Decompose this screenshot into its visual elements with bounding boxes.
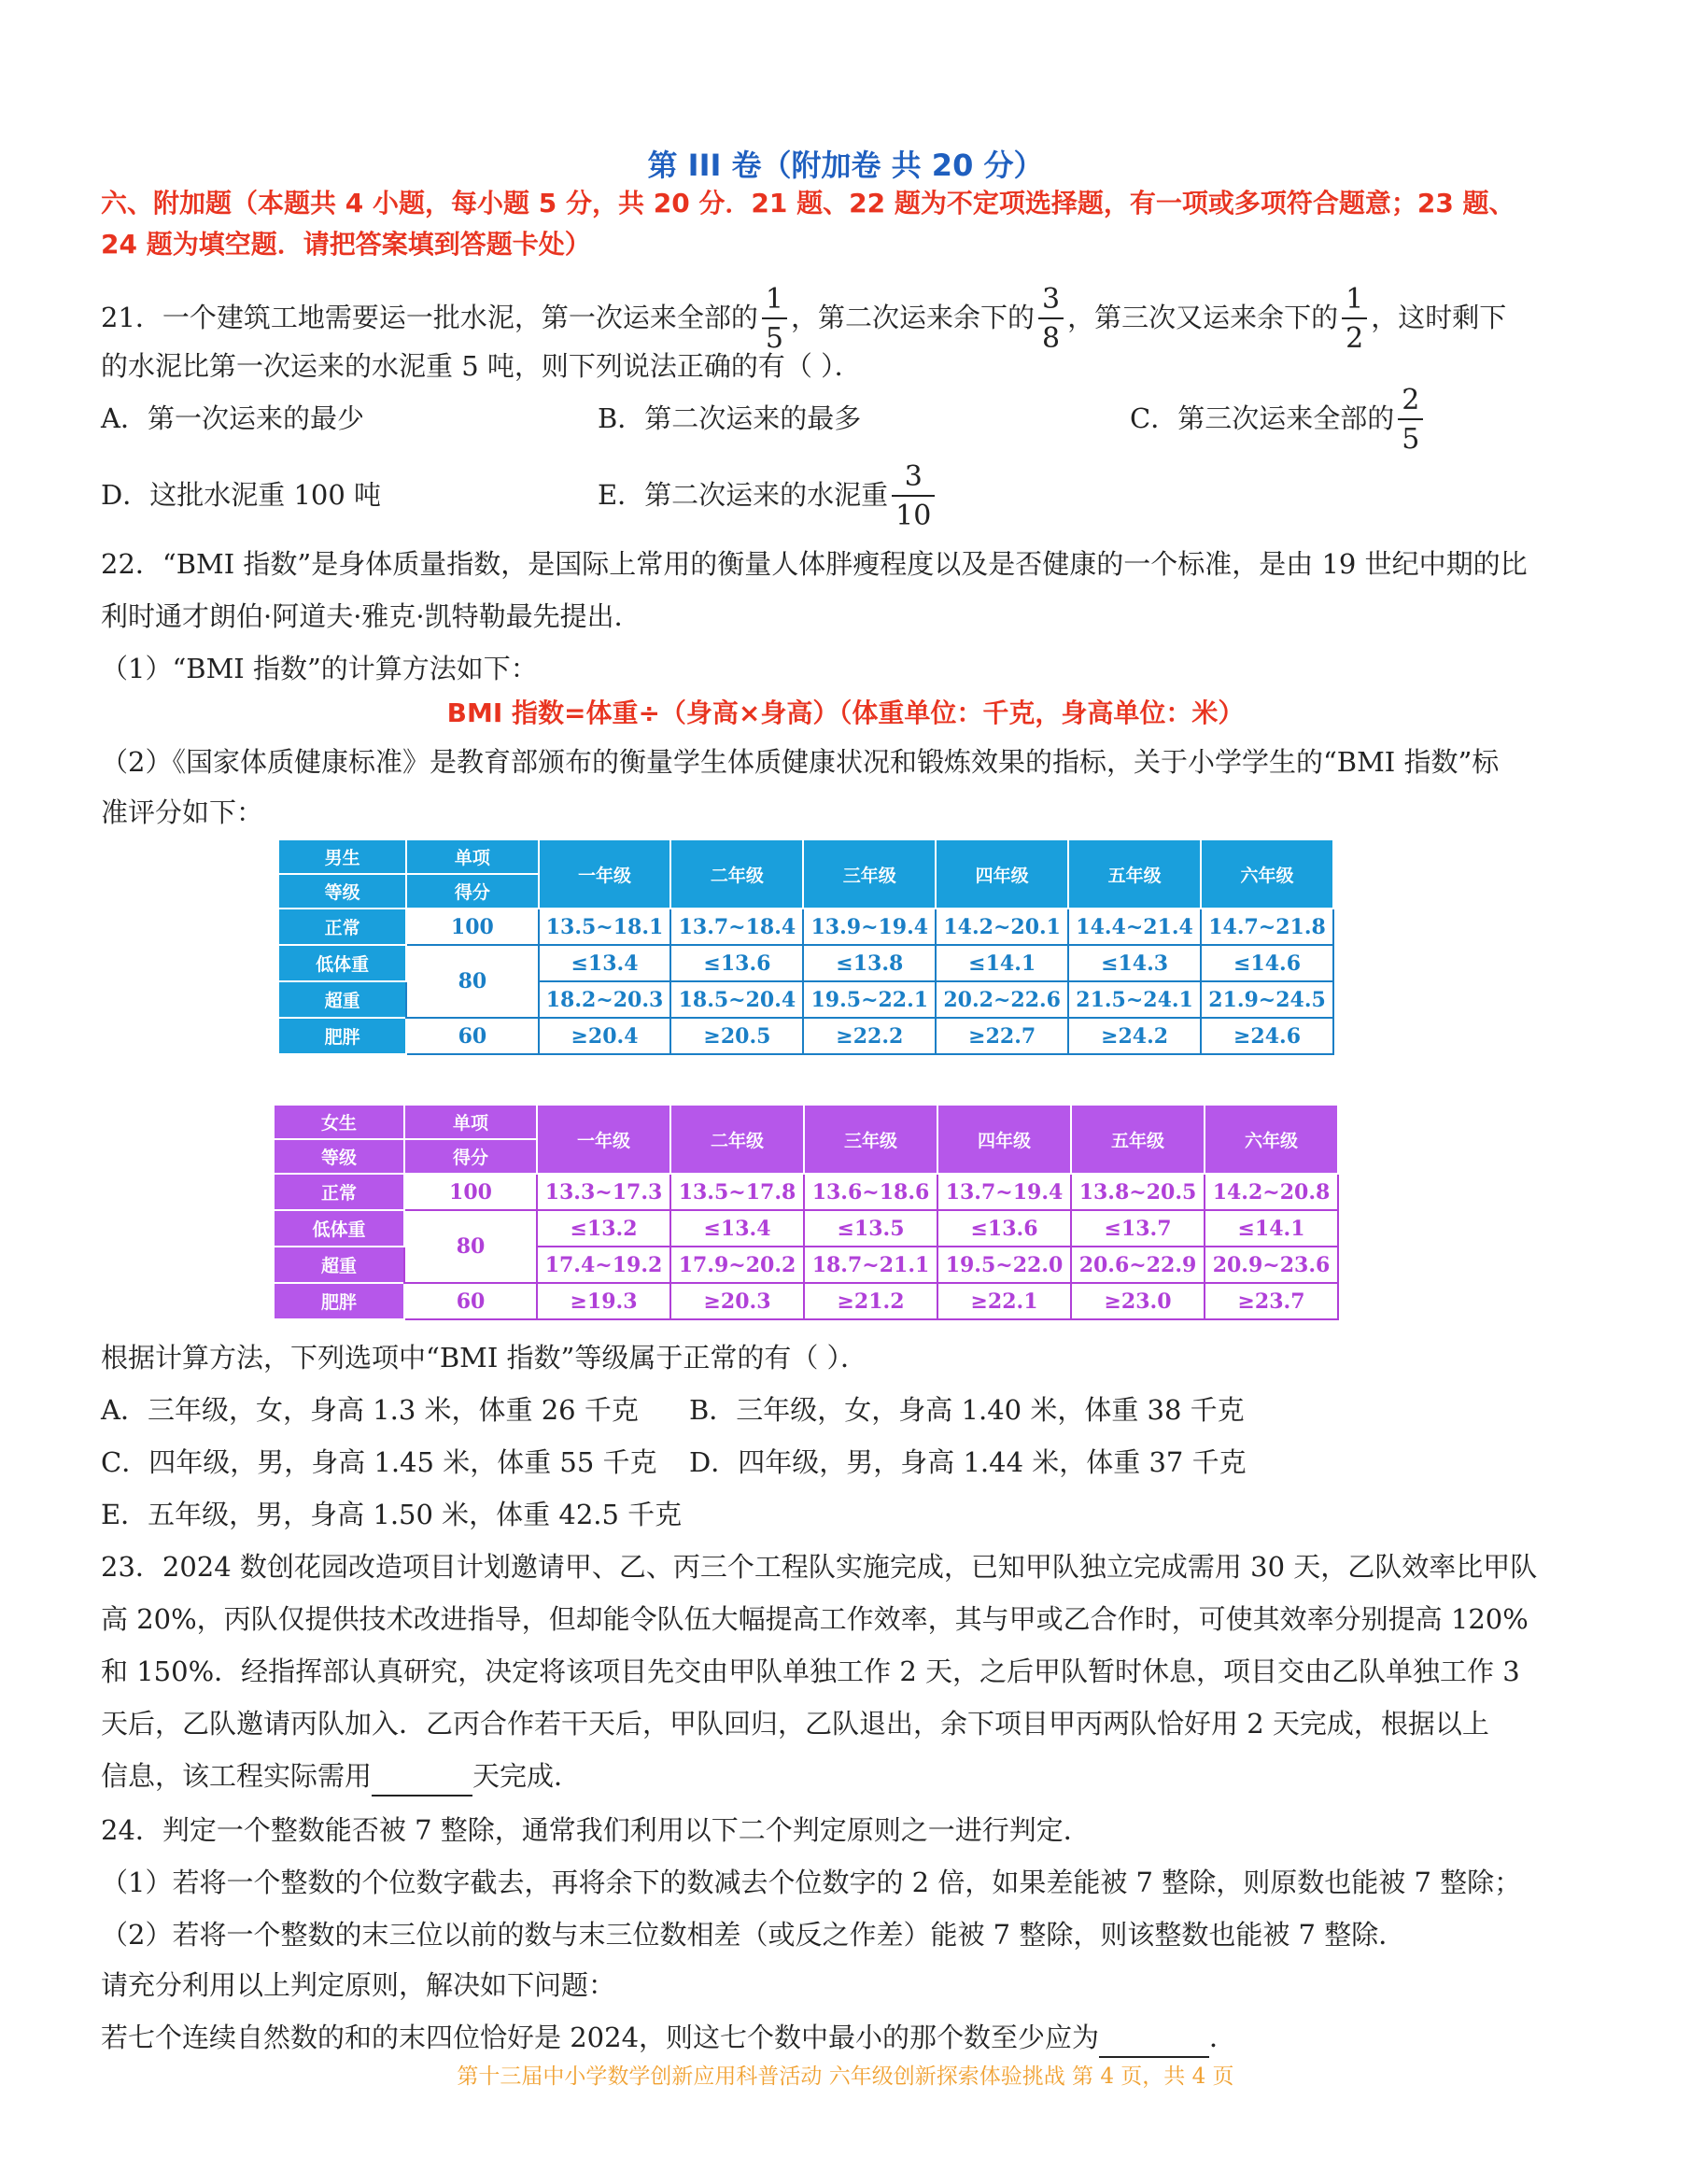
table-cell: ≤13.4 xyxy=(539,945,671,981)
row-label: 超重 xyxy=(274,1247,404,1283)
table-cell: 14.2~20.8 xyxy=(1205,1174,1338,1210)
fraction-two-fifths: $\frac{2}{5}$ xyxy=(1398,387,1423,454)
score-cell: 100 xyxy=(404,1174,537,1210)
score-cell: 80 xyxy=(406,945,538,1018)
q22-option-a: A．三年级，女，身高 1.3 米，体重 26 千克 xyxy=(101,1394,639,1426)
q22-option-d: D．四年级，男，身高 1.44 米，体重 37 千克 xyxy=(689,1446,1247,1478)
table-cell: ≥20.4 xyxy=(539,1018,671,1054)
corner-label: 单项 xyxy=(406,839,538,874)
grade-header: 二年级 xyxy=(670,839,803,909)
q24-line-2: （1）若将一个整数的个位数字截去，再将余下的数减去个位数字的 2 倍，如果差能被 7 整除，则原数也能被 7 整除； xyxy=(101,1867,1522,1898)
score-cell: 60 xyxy=(406,1018,538,1054)
table-cell: ≥20.3 xyxy=(670,1283,804,1319)
score-cell: 60 xyxy=(404,1283,537,1319)
table-cell: 19.5~22.1 xyxy=(803,981,936,1018)
q22-option-b: B．三年级，女，身高 1.40 米，体重 38 千克 xyxy=(689,1394,1245,1426)
table-cell: 18.2~20.3 xyxy=(539,981,671,1018)
row-label: 低体重 xyxy=(278,945,406,981)
table-cell: ≥21.2 xyxy=(804,1283,937,1319)
table-cell: 13.9~19.4 xyxy=(803,909,936,945)
grade-header: 五年级 xyxy=(1071,1105,1205,1174)
grade-header: 六年级 xyxy=(1201,839,1333,909)
table-cell: 21.9~24.5 xyxy=(1201,981,1333,1018)
q21-text-4: ，这时剩下 xyxy=(1371,302,1507,333)
table-cell: 21.5~24.1 xyxy=(1068,981,1201,1018)
table-cell: 14.4~21.4 xyxy=(1068,909,1201,945)
table-cell: ≥23.0 xyxy=(1071,1283,1205,1319)
table-cell: 17.9~20.2 xyxy=(670,1247,804,1283)
q21-text-3: ，第三次又运来余下的 xyxy=(1067,302,1339,333)
grade-header: 五年级 xyxy=(1068,839,1201,909)
row-label: 肥胖 xyxy=(274,1283,404,1319)
fraction-one-half: $\frac{1}{2}$ xyxy=(1342,286,1367,353)
table-cell: ≤14.1 xyxy=(1205,1210,1338,1247)
table-cell: ≤14.6 xyxy=(1201,945,1333,981)
q24-line-3: （2）若将一个整数的末三位以前的数与末三位数相差（或反之作差）能被 7 整除，则该整数也能被 7 整除． xyxy=(101,1919,1406,1951)
row-label: 正常 xyxy=(274,1174,404,1210)
page-footer: 第十三届中小学数学创新应用科普活动 六年级创新探索体验挑战 第 4 页，共 4 页 xyxy=(457,2064,1234,2089)
q21-option-d: D．这批水泥重 100 吨 xyxy=(101,479,382,511)
fraction-three-tenths: $\frac{3}{10}$ xyxy=(892,463,935,530)
table-cell: ≥22.2 xyxy=(803,1018,936,1054)
table-cell: ≥20.5 xyxy=(670,1018,803,1054)
table-cell: ≤13.6 xyxy=(670,945,803,981)
answer-blank[interactable] xyxy=(372,1757,472,1797)
fraction-three-eighths: $\frac{3}{8}$ xyxy=(1038,286,1064,353)
q23-line-4: 天后，乙队邀请丙队加入．乙丙合作若干天后，甲队回归，乙队退出，余下项目甲丙两队恰好用 2 天完成，根据以上 xyxy=(101,1708,1489,1740)
q22-line-3: （1）“BMI 指数”的计算方法如下： xyxy=(101,653,538,684)
q21-option-c: C．第三次运来全部的 $\frac{2}{5}$ xyxy=(1130,381,1427,456)
table-cell: ≤14.3 xyxy=(1068,945,1201,981)
q24-line-1: 24．判定一个整数能否被 7 整除，通常我们利用以下二个判定原则之一进行判定． xyxy=(101,1814,1091,1846)
q21-option-e: E．第二次运来的水泥重 $\frac{3}{10}$ xyxy=(598,458,938,532)
q23-line-3: 和 150%．经指挥部认真研究，决定将该项目先交由甲队单独工作 2 天，之后甲队暂时休息，项目交由乙队单独工作 3 xyxy=(101,1656,1520,1687)
section-title: 第 III 卷（附加卷 共 20 分） xyxy=(647,148,1044,183)
table-cell: 13.6~18.6 xyxy=(804,1174,937,1210)
q21-option-b: B．第二次运来的最多 xyxy=(598,402,862,434)
score-cell: 100 xyxy=(406,909,538,945)
table-cell: ≤13.7 xyxy=(1071,1210,1205,1247)
table-cell: ≤13.5 xyxy=(804,1210,937,1247)
table-cell: 18.7~21.1 xyxy=(804,1247,937,1283)
row-label: 正常 xyxy=(278,909,406,945)
table-cell: 13.7~18.4 xyxy=(670,909,803,945)
table-cell: ≤13.8 xyxy=(803,945,936,981)
q23-line-1: 23．2024 数创花园改造项目计划邀请甲、乙、丙三个工程队实施完成，已知甲队独立完成需用 30 天，乙队效率比甲队 xyxy=(101,1551,1538,1583)
table-cell: 19.5~22.0 xyxy=(937,1247,1071,1283)
table-cell: ≤14.1 xyxy=(936,945,1068,981)
corner-label: 男生 xyxy=(278,839,406,874)
corner-label: 等级 xyxy=(278,874,406,909)
table-cell: ≥19.3 xyxy=(537,1283,670,1319)
corner-label: 得分 xyxy=(406,874,538,909)
q23-line-5: 信息，该工程实际需用 天完成． xyxy=(101,1757,581,1797)
table-cell: ≥24.6 xyxy=(1201,1018,1333,1054)
table-cell: 18.5~20.4 xyxy=(670,981,803,1018)
corner-label: 等级 xyxy=(274,1139,404,1174)
table-cell: 14.7~21.8 xyxy=(1201,909,1333,945)
corner-label: 得分 xyxy=(404,1139,537,1174)
q22-option-c: C．四年级，男，身高 1.45 米，体重 55 千克 xyxy=(101,1446,657,1478)
table-cell: ≥22.7 xyxy=(936,1018,1068,1054)
q22-line-2: 利时通才朗伯·阿道夫·雅克·凯特勒最先提出． xyxy=(101,600,641,632)
grade-header: 三年级 xyxy=(804,1105,937,1174)
table-cell: 13.7~19.4 xyxy=(937,1174,1071,1210)
grade-header: 一年级 xyxy=(537,1105,670,1174)
fraction-one-fifth: $\frac{1}{5}$ xyxy=(762,286,787,353)
table-cell: 13.5~18.1 xyxy=(539,909,671,945)
section-header-line-2: 24 题为填空题．请把答案填到答题卡处） xyxy=(101,229,591,260)
grade-header: 四年级 xyxy=(936,839,1068,909)
q22-line-5: 准评分如下： xyxy=(101,796,264,828)
q21-text-1: 21．一个建筑工地需要运一批水泥，第一次运来全部的 xyxy=(101,302,758,333)
corner-label: 女生 xyxy=(274,1105,404,1139)
q22-option-e: E．五年级，男，身高 1.50 米，体重 42.5 千克 xyxy=(101,1499,683,1530)
grade-header: 六年级 xyxy=(1205,1105,1338,1174)
table-cell: 13.8~20.5 xyxy=(1071,1174,1205,1210)
score-cell: 80 xyxy=(404,1210,537,1283)
q24-line-4: 请充分利用以上判定原则，解决如下问题： xyxy=(101,1969,616,2001)
row-label: 肥胖 xyxy=(278,1018,406,1054)
q22-question: 根据计算方法，下列选项中“BMI 指数”等级属于正常的有（ ）． xyxy=(101,1342,868,1374)
table-cell: 17.4~19.2 xyxy=(537,1247,670,1283)
q21-line-2: 的水泥比第一次运来的水泥重 5 吨，则下列说法正确的有（ ）． xyxy=(101,350,862,382)
table-cell: 20.2~22.6 xyxy=(936,981,1068,1018)
table-cell: ≥23.7 xyxy=(1205,1283,1338,1319)
table-cell: ≥22.1 xyxy=(937,1283,1071,1319)
table-cell: 14.2~20.1 xyxy=(936,909,1068,945)
table-cell: 13.5~17.8 xyxy=(670,1174,804,1210)
answer-blank[interactable] xyxy=(1099,2019,1209,2058)
q21-option-a: A．第一次运来的最少 xyxy=(101,402,364,434)
bmi-formula: BMI 指数=体重÷（身高×身高）（体重单位：千克，身高单位：米） xyxy=(446,697,1245,728)
boy-bmi-table xyxy=(277,838,1334,1055)
grade-header: 四年级 xyxy=(937,1105,1071,1174)
table-cell: 13.3~17.3 xyxy=(537,1174,670,1210)
q21-line-1 xyxy=(101,280,1506,355)
q21-text-2: ，第二次运来余下的 xyxy=(791,302,1036,333)
row-label: 超重 xyxy=(278,981,406,1018)
q22-line-1: 22．“BMI 指数”是身体质量指数，是国际上常用的衡量人体胖瘦程度以及是否健康的一个标准，是由 19 世纪中期的比 xyxy=(101,548,1528,580)
grade-header: 三年级 xyxy=(803,839,936,909)
girl-bmi-table xyxy=(273,1104,1339,1320)
table-cell: ≤13.2 xyxy=(537,1210,670,1247)
row-label: 低体重 xyxy=(274,1210,404,1247)
table-cell: ≥24.2 xyxy=(1068,1018,1201,1054)
grade-header: 二年级 xyxy=(670,1105,804,1174)
table-cell: ≤13.4 xyxy=(670,1210,804,1247)
table-cell: ≤13.6 xyxy=(937,1210,1071,1247)
corner-label: 单项 xyxy=(404,1105,537,1139)
q23-line-2: 高 20%，丙队仅提供技术改进指导，但却能令队伍大幅提高工作效率，其与甲或乙合作时，可使其效率分别提高 120% xyxy=(101,1603,1529,1635)
q22-line-4: （2）《国家体质健康标准》是教育部颁布的衡量学生体质健康状况和锻炼效果的指标，关于小学学生的“BMI 指数”标 xyxy=(101,746,1500,778)
table-cell: 20.6~22.9 xyxy=(1071,1247,1205,1283)
q24-line-5: 若七个连续自然数的和的末四位恰好是 2024，则这七个数中最小的那个数至少应为 ． xyxy=(101,2019,1236,2058)
table-cell: 20.9~23.6 xyxy=(1205,1247,1338,1283)
section-header-line-1: 六、附加题（本题共 4 小题，每小题 5 分，共 20 分．21 题、22 题为不定项选择题，有一项或多项符合题意；23 题、 xyxy=(101,188,1515,218)
grade-header: 一年级 xyxy=(539,839,671,909)
